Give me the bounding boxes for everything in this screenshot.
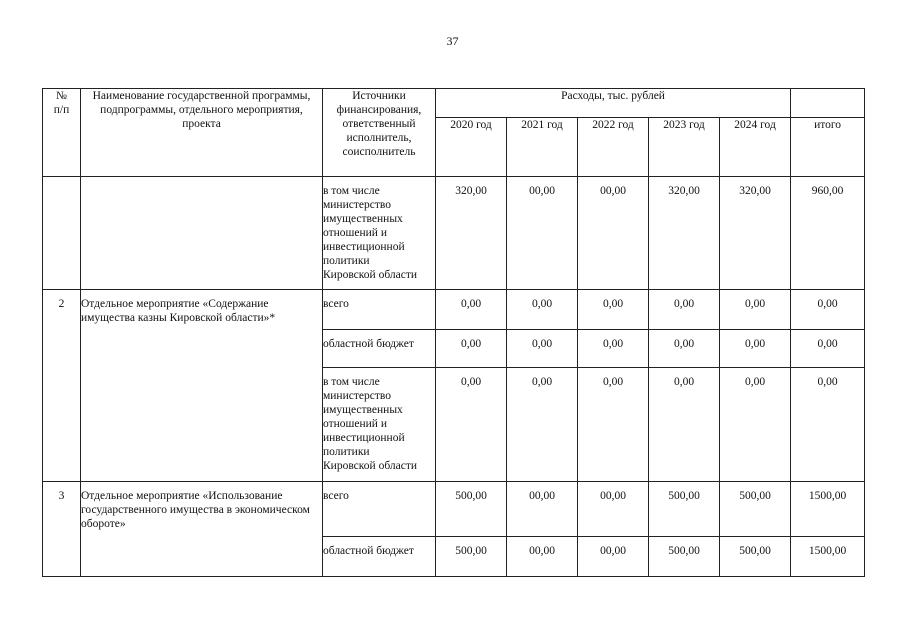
value-2020: 0,00: [436, 368, 507, 482]
budget-table: [42, 88, 865, 577]
col-header-2024: 2024 год: [720, 118, 791, 177]
col-header-source: Источники финансирования, ответственный исполнитель, соисполнитель: [323, 89, 436, 177]
value-2021: 0,00: [507, 290, 578, 330]
value-2023: 0,00: [649, 290, 720, 330]
value-2021: 0,00: [507, 368, 578, 482]
table-row: [43, 290, 865, 330]
col-header-2021: 2021 год: [507, 118, 578, 177]
row-index: 3: [43, 482, 81, 577]
page-number: 37: [446, 34, 459, 48]
value-2024: 0,00: [720, 330, 791, 368]
value-total: 1500,00: [791, 537, 865, 577]
value-2022: 0,00: [578, 368, 649, 482]
value-total: 1500,00: [791, 482, 865, 537]
value-2021: 0,00: [507, 330, 578, 368]
value-total: 960,00: [791, 177, 865, 290]
col-header-2020: 2020 год: [436, 118, 507, 177]
value-2024: 0,00: [720, 290, 791, 330]
row-name: Отдельное мероприятие «Использование государственного имущества в экономическом обороте»: [81, 482, 323, 577]
row-source: областной бюджет: [323, 330, 436, 368]
value-total: 0,00: [791, 330, 865, 368]
value-2023: 0,00: [649, 368, 720, 482]
col-header-empty: [791, 89, 865, 118]
value-2022: 0,00: [578, 290, 649, 330]
value-2021: 00,00: [507, 482, 578, 537]
row-source: всего: [323, 290, 436, 330]
value-2023: 320,00: [649, 177, 720, 290]
row-name: Отдельное мероприятие «Содержание имущества казны Кировской области»*: [81, 290, 323, 482]
row-source: в том числе министерство имущественных отношений и инвестиционной политики Кировской области: [323, 177, 436, 290]
value-2022: 0,00: [578, 330, 649, 368]
col-header-name: Наименование государственной программы, подпрограммы, отдельного мероприятия, проекта: [81, 89, 323, 177]
value-2020: 500,00: [436, 537, 507, 577]
value-2023: 0,00: [649, 330, 720, 368]
value-2024: 500,00: [720, 537, 791, 577]
value-total: 0,00: [791, 290, 865, 330]
row-index: [43, 177, 81, 290]
value-2024: 500,00: [720, 482, 791, 537]
value-2024: 0,00: [720, 368, 791, 482]
value-2022: 00,00: [578, 177, 649, 290]
value-2021: 00,00: [507, 537, 578, 577]
table-row: [43, 177, 865, 290]
value-total: 0,00: [791, 368, 865, 482]
row-name: [81, 177, 323, 290]
value-2020: 0,00: [436, 290, 507, 330]
col-header-num: № п/п: [43, 89, 81, 177]
col-header-expenses: Расходы, тыс. рублей: [436, 89, 791, 118]
table-row: [43, 482, 865, 537]
col-header-2023: 2023 год: [649, 118, 720, 177]
value-2023: 500,00: [649, 537, 720, 577]
row-source: в том числе министерство имущественных отношений и инвестиционной политики Кировской области: [323, 368, 436, 482]
col-header-2022: 2022 год: [578, 118, 649, 177]
value-2020: 320,00: [436, 177, 507, 290]
header-row: [43, 89, 865, 118]
row-index: 2: [43, 290, 81, 482]
value-2022: 00,00: [578, 537, 649, 577]
value-2023: 500,00: [649, 482, 720, 537]
row-source: областной бюджет: [323, 537, 436, 577]
value-2020: 500,00: [436, 482, 507, 537]
row-source: всего: [323, 482, 436, 537]
value-2022: 00,00: [578, 482, 649, 537]
col-header-total: итого: [791, 118, 865, 177]
value-2020: 0,00: [436, 330, 507, 368]
value-2024: 320,00: [720, 177, 791, 290]
value-2021: 00,00: [507, 177, 578, 290]
